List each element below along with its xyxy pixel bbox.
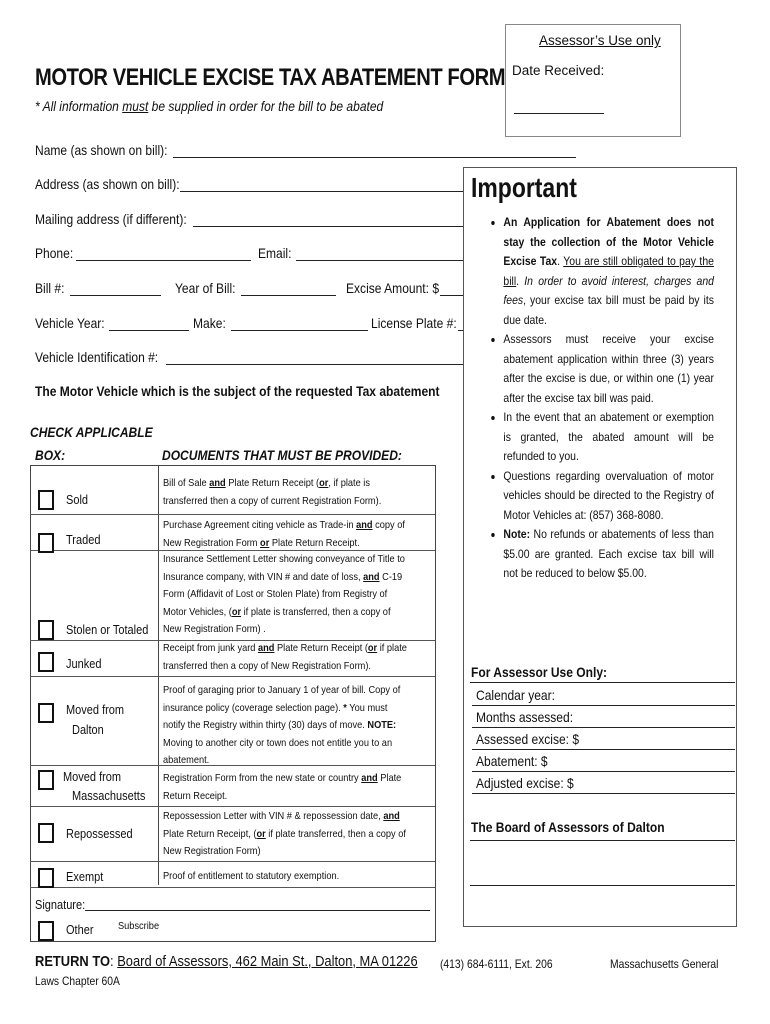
abatement-field[interactable] — [472, 771, 735, 772]
subject-sentence: The Motor Vehicle which is the subject of the requested Tax abatement — [35, 383, 440, 399]
email-label: Email: — [258, 245, 292, 261]
assessed-excise-field[interactable] — [472, 749, 735, 750]
footer-phone: (413) 684-6111, Ext. 206 — [440, 957, 553, 971]
junked-checkbox[interactable] — [38, 652, 54, 672]
traded-documents: Purchase Agreement citing vehicle as Trade-in and copy of New Registration Form or Plate Return Receipt. — [163, 519, 405, 549]
date-received-label: Date Received: — [512, 63, 605, 78]
board-of-assessors: The Board of Assessors of Dalton — [471, 819, 665, 835]
moved-dalton-label: Moved from — [66, 703, 125, 717]
year-of-bill-label: Year of Bill: — [175, 280, 236, 296]
repossessed-checkbox[interactable] — [38, 823, 54, 843]
junked-documents: Receipt from junk yard and Plate Return Receipt (or if plate transferred then a copy of New Registration Form). — [163, 642, 407, 672]
row-separator — [30, 514, 435, 515]
other-checkbox[interactable] — [38, 921, 54, 941]
subscribe-text: Subscribe — [118, 920, 160, 932]
moved-mass-label-2: Massachusetts — [72, 789, 146, 803]
other-label: Other — [66, 923, 94, 937]
important-title: Important — [471, 172, 577, 203]
phone-label: Phone: — [35, 245, 74, 261]
address-label: Address (as shown on bill): — [35, 176, 180, 192]
signature-field[interactable] — [85, 910, 430, 911]
exempt-label: Exempt — [66, 870, 104, 884]
license-plate-label: License Plate #: — [371, 315, 457, 331]
year-of-bill-field[interactable] — [241, 295, 336, 296]
adjusted-excise-field[interactable] — [472, 793, 735, 794]
moved-dalton-label-2: Dalton — [72, 723, 104, 737]
stolen-checkbox[interactable] — [38, 620, 54, 640]
excise-amount-label: Excise Amount: $ — [346, 280, 440, 296]
name-field[interactable] — [173, 157, 576, 158]
important-bullet-4: • Questions regarding overvaluation of motor vehicles should be directed to the Registry of Motor Vehicles at: (857) 368-8080. — [503, 467, 714, 526]
moved-mass-documents: Registration Form from the new state or country and Plate Return Receipt. — [163, 772, 402, 802]
email-field[interactable] — [296, 260, 463, 261]
stolen-label: Stolen or Totaled — [66, 623, 149, 637]
sold-checkbox[interactable] — [38, 490, 54, 510]
return-to: RETURN TO: Board of Assessors, 462 Main St., Dalton, MA 01226 — [35, 953, 418, 970]
calendar-year-label: Calendar year: — [476, 687, 555, 703]
name-label: Name (as shown on bill): — [35, 142, 168, 158]
bill-no-field[interactable] — [70, 295, 161, 296]
box-header: BOX: — [35, 447, 66, 463]
row-separator — [30, 676, 435, 677]
check-applicable-header: CHECK APPLICABLE — [30, 424, 153, 440]
calendar-year-field[interactable] — [472, 705, 735, 706]
traded-checkbox[interactable] — [38, 533, 54, 553]
important-bullet-1: • An Application for Abatement does not stay the collection of the Motor Vehicle Excise Tax. You are still obligated to pay the bill. In order to avoid interest, charges and fees, your excise tax bill must be paid by its due date. — [503, 213, 714, 330]
form-title: MOTOR VEHICLE EXCISE TAX ABATEMENT FORM — [35, 64, 506, 91]
row-separator — [30, 887, 435, 888]
footer-laws: Laws Chapter 60A — [35, 974, 120, 988]
important-bullets — [486, 213, 714, 584]
important-bullet-2: • Assessors must receive your excise abatement application within three (3) years after the excise is due, or within one (1) year after the excise tax bill was paid. — [503, 330, 714, 408]
moved-dalton-checkbox[interactable] — [38, 703, 54, 723]
assessed-excise-label: Assessed excise: $ — [476, 731, 580, 747]
months-assessed-field[interactable] — [472, 727, 735, 728]
abatement-label: Abatement: $ — [476, 753, 548, 769]
important-bullet-3: • In the event that an abatement or exemption is granted, the abated amount will be refunded to you. — [503, 408, 714, 467]
make-field[interactable] — [231, 330, 368, 331]
row-separator — [30, 861, 435, 862]
junked-label: Junked — [66, 657, 102, 671]
important-bullet-5: • Note: No refunds or abatements of less than $5.00 are granted. Each excise tax bill will not be reduced to below $5.00. — [503, 525, 714, 584]
repossessed-label: Repossessed — [66, 827, 133, 841]
exempt-checkbox[interactable] — [38, 868, 54, 888]
documents-header: DOCUMENTS THAT MUST BE PROVIDED: — [162, 447, 402, 463]
address-field[interactable] — [180, 191, 463, 192]
moved-mass-label: Moved from — [63, 770, 122, 784]
assessor-use-title: For Assessor Use Only: — [471, 664, 608, 680]
vin-label: Vehicle Identification #: — [35, 349, 159, 365]
footer-mass-general: Massachusetts General — [610, 957, 719, 971]
vehicle-year-label: Vehicle Year: — [35, 315, 105, 331]
sold-label: Sold — [66, 493, 89, 507]
bill-no-label: Bill #: — [35, 280, 65, 296]
board-signature-line-2[interactable] — [470, 885, 735, 886]
mailing-label: Mailing address (if different): — [35, 211, 187, 227]
form-note: * All information must be supplied in order for the bill to be abated — [35, 98, 384, 114]
vin-field[interactable] — [166, 364, 463, 365]
make-label: Make: — [193, 315, 226, 331]
exempt-documents: Proof of entitlement to statutory exemption. — [163, 870, 340, 882]
assessor-title-rule — [470, 682, 735, 683]
row-separator — [30, 806, 435, 807]
excise-amount-field[interactable] — [440, 295, 463, 296]
moved-dalton-documents: Proof of garaging prior to January 1 of year of bill. Copy of insurance policy (coverage selection page). * You must notify the Registry within thirty (30) days of move. NOTE: Moving to another city or town does not entitle you to an abatement. — [163, 684, 401, 766]
table-divider — [158, 465, 159, 885]
sold-documents: Bill of Sale and Plate Return Receipt (or, if plate is transferred then a copy of current Registration Form). — [163, 477, 382, 507]
mailing-field[interactable] — [193, 226, 463, 227]
phone-field[interactable] — [76, 260, 251, 261]
moved-mass-checkbox[interactable] — [38, 770, 54, 790]
date-received-field[interactable] — [514, 113, 604, 114]
assessor-use-title: Assessor’s Use only — [539, 33, 661, 48]
signature-label: Signature: — [35, 898, 86, 912]
adjusted-excise-label: Adjusted excise: $ — [476, 775, 574, 791]
traded-label: Traded — [66, 533, 101, 547]
vehicle-year-field[interactable] — [109, 330, 189, 331]
stolen-documents: Insurance Settlement Letter showing conveyance of Title to Insurance company, with VIN # and date of loss, and C-19 Form (Affidavit of Lost or Stolen Plate) from Registry of Motor Vehicles, (or if plate is transferred, then a copy of New Registration Form) . — [163, 553, 405, 635]
months-assessed-label: Months assessed: — [476, 709, 574, 725]
board-signature-line-1[interactable] — [470, 840, 735, 841]
repossessed-documents: Repossession Letter with VIN # & repossession date, and Plate Return Receipt, (or if plate transferred, then a copy of New Registration Form) — [163, 810, 406, 857]
